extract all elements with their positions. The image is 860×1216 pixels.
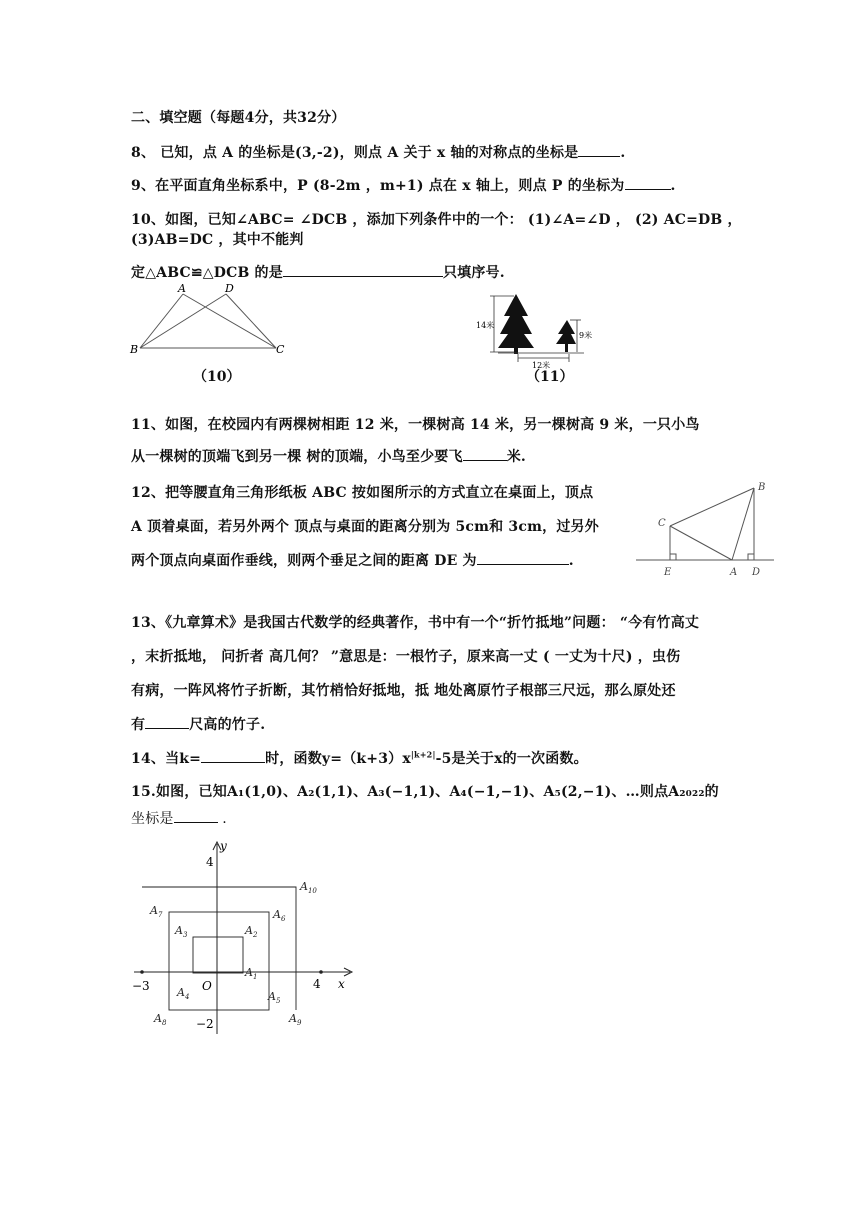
fig15-point-A8: $A_8$ [154,1012,167,1027]
fig15-point-A7: $A_7$ [150,904,163,919]
question-8 [131,142,625,162]
q14-exponent: |k+2| [410,749,436,760]
fig15-point-A9: $A_9$ [289,1012,302,1027]
question-10-line1: 10、如图，已知∠ABC= ∠DCB ，添加下列条件中的一个： (1)∠A=∠D ， (2) AC=DB ， [131,212,742,228]
question-13-line3: 有病，一阵风将竹子折断，其竹梢恰好抵地，抵 地处离原竹子根部三尺远，那么原处还 [131,683,676,699]
question-14 [131,748,588,768]
section-title: 二、填空题（每题4分，共32分） [131,110,346,126]
q15-answer-blank[interactable] [174,810,218,823]
q15-end: . [217,811,227,827]
fig11-height-right: 9米 [579,331,593,340]
fig15-y-label: y [220,839,227,853]
q10-tail: 只填序号. [442,265,505,281]
q10-answer-blank[interactable] [283,264,443,277]
fig15-point-A5: $A_5$ [268,990,281,1005]
fig15-tick-y-top: 4 [206,855,214,869]
fig10-label-B: B [130,343,139,354]
fig11-height-left: 14米 [476,321,495,330]
q10-text: 定△ABC≌△DCB 的是 [131,265,283,281]
q13-tail: 尺高的竹子. [189,717,266,733]
question-10-line3 [131,262,505,282]
fig15-point-A6: $A_6$ [273,908,286,923]
figure-11-trees [474,290,604,372]
fig11-caption: （11） [526,369,574,385]
figure-10-triangles [128,282,288,354]
q12-answer-blank[interactable] [477,552,569,565]
q13-answer-blank[interactable] [145,716,189,729]
q14-text-a: 14、当k= [131,751,202,767]
fig15-point-A1: $A_1$ [245,966,258,981]
fig15-x-label: x [338,977,345,991]
question-12-line1: 12、把等腰直角三角形纸板 ABC 按如图所示的方式直立在桌面上，顶点 [131,485,594,501]
q13-text: 有 [131,717,146,733]
question-13-line2: ，末折抵地， 问折者 高几何？ ”意思是：一根竹子，原来高一丈 ( 一丈为十尺) ，虫伤 [131,649,681,665]
q15-points: A₁(1,0)、A₂(1,1)、A₃(−1,1)、A₄(−1,−1)、A₅(2,−1)、…则点A₂₀₂₂的 [226,784,719,800]
fig12-label-D: D [752,567,761,578]
question-10-line2: (3)AB=DC ，其中不能判 [131,232,304,248]
q9-end: . [670,178,676,194]
figure-15-coordinate-plane [128,838,358,1038]
q12-end: . [568,553,574,569]
q8-answer-blank[interactable] [578,144,620,157]
q15-text: 15.如图，已知 [131,784,227,800]
question-9 [131,175,676,195]
fig15-point-A4: $A_4$ [177,986,190,1001]
q11-answer-blank[interactable] [463,448,507,461]
q15-text-2: 坐标是 [131,811,174,827]
fig12-label-A: A [730,567,738,578]
fig10-label-D: D [225,282,234,295]
q8-text: 8、 已知，点 A 的坐标是(3,-2)，则点 A 关于 x 轴的对称点的坐标是 [131,145,579,161]
fig10-label-A: A [178,282,186,295]
question-13-line4 [131,714,265,734]
q8-end: . [620,145,626,161]
fig12-label-C: C [658,518,666,529]
question-11-line2 [131,446,526,466]
fig15-origin: O [202,979,212,993]
fig12-label-E: E [664,567,672,578]
q9-answer-blank[interactable] [625,177,671,190]
fig15-tick-y-bottom: −2 [196,1017,214,1031]
question-12-line2: A 顶着桌面，若另外两个 顶点与桌面的距离分别为 5cm和 3cm，过另外 [131,519,599,535]
fig10-label-C: C [276,343,285,354]
fig12-label-B: B [758,482,766,493]
fig15-tick-x-left: −3 [132,979,150,993]
fig15-point-A3: $A_3$ [175,924,188,939]
q9-text: 9、在平面直角坐标系中，P (8-2m ，m+1) 点在 x 轴上，则点 P 的坐标为 [131,178,625,194]
q12-text: 两个顶点向桌面作垂线，则两个垂足之间的距离 DE 为 [131,553,477,569]
question-15-line1 [131,781,719,801]
q14-answer-blank[interactable] [201,750,265,763]
question-13-line1: 13、《九章算术》是我国古代数学的经典著作，书中有一个“折竹抵地”问题： “今有竹高丈 [131,615,700,631]
question-15-line2 [131,808,227,828]
fig15-tick-x-right: 4 [313,977,321,991]
fig15-point-A2: $A_2$ [245,924,258,939]
q11-text: 从一棵树的顶端飞到另一棵 树的顶端，小鸟至少要飞 [131,449,463,465]
fig15-square-inner [193,937,243,973]
q14-text-c: -5是关于x的一次函数。 [435,751,588,767]
fig10-caption: （10） [193,369,241,385]
question-12-line3 [131,550,574,570]
fig11-distance: 12米 [532,361,551,370]
q14-text-b: 时，函数y=（k+3）x [265,751,411,767]
fig15-point-A10: $A_{10}$ [300,880,317,895]
q11-tail: 米. [506,449,526,465]
figure-12-triangle [634,474,780,584]
question-11-line1: 11、如图，在校园内有两棵树相距 12 米，一棵树高 14 米，另一棵树高 9 米，一只小鸟 [131,417,700,433]
